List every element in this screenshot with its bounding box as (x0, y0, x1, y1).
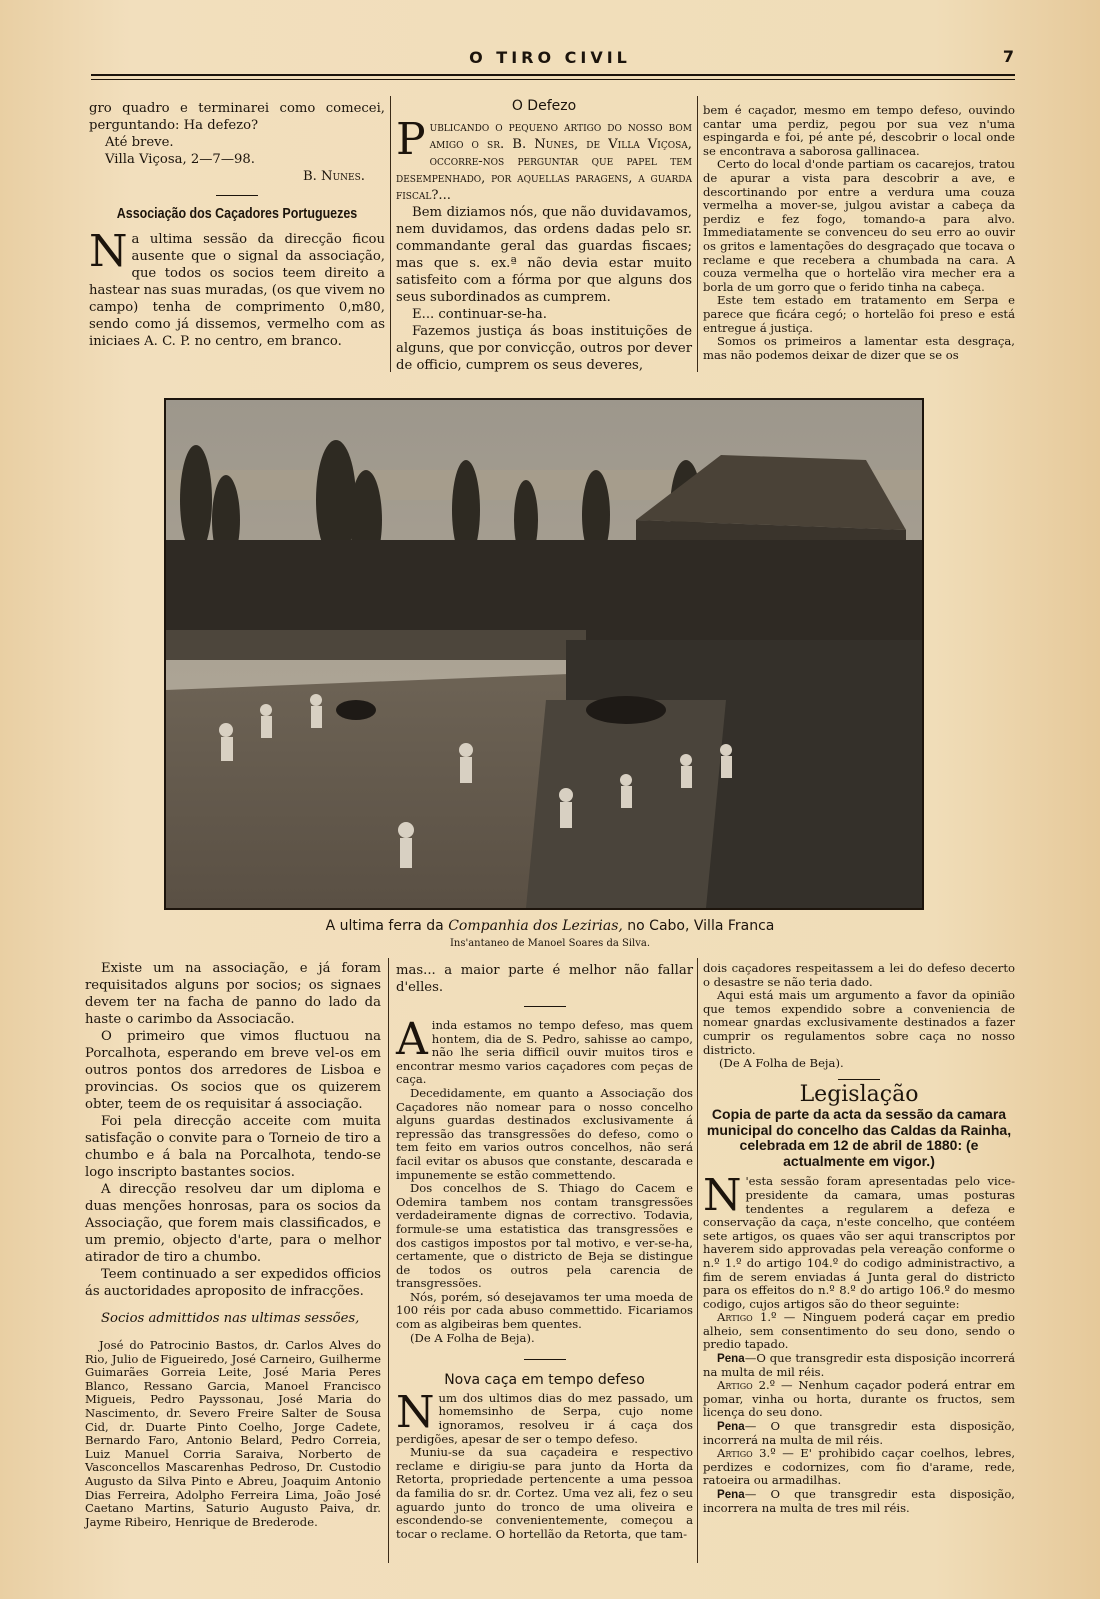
paragraph: Certo do local d'onde partiam os cacarejos, tratou de apurar a vista para descobrir a ave, e descortinando por entre a verdura uma couza vermelha a mover-se, julgou avistar a cabeça da perdiz e fez fogo, tomando-a para alvo. Immediatamente se convenceu do seu erro ao ouvir os gritos e lamentações do desgraçado que tocava o reclame e que recebera a chumbada na cara. A couza vermelha que o hortelão vira mecher era a borla de um gorro que o ferido tinha na cabeça. (703, 157, 1015, 294)
paragraph: O primeiro que vimos fluctuou na Porcalhota, esperando em breve vel-os em outros pontos dos arredores de Lisboa e provincias. Os socios que os quizerem obter, teem de os requisitar á associação. (85, 1029, 381, 1112)
drop-cap: P (396, 114, 426, 165)
column-3-bottom (703, 962, 1015, 1515)
column-2-bottom (396, 962, 693, 1541)
drop-cap: N (89, 226, 128, 277)
paragraph: Teem continuado a ser expedidos officios ás auctoridades aproposito de infracções. (85, 1267, 381, 1299)
paragraph: A direcção resolveu dar um diploma e duas menções honrosas, para os socios da Associação, que forem mais classificados, e um premio, objecto d'arte, para o melhor atirador de tiro a chumbo. (85, 1182, 381, 1265)
separator (524, 1006, 566, 1007)
socios-heading: Socios admittidos nas ultimas sessões, (101, 1311, 360, 1326)
socios-list-block (85, 1339, 381, 1529)
paragraph: — Nenhum caçador poderá entrar em pomar, vinha ou horta, durante os fructos, sem licença do seu dono. (703, 1378, 1015, 1420)
paragraph: Foi pela direcção acceite com muita satisfação o convite para o Torneio de tiro a chumbo e á bala na Porcalhota, tendo-se logo inscripto bastantes socios. (85, 1114, 381, 1180)
paragraph: gro quadro e terminarei como comecei, perguntando: Ha defezo? (89, 101, 385, 133)
paragraph: Somos os primeiros a lamentar esta desgraça, mas não podemos deixar de dizer que se os (703, 334, 1015, 362)
drop-cap: N (703, 1170, 742, 1222)
column-1-bottom (85, 960, 381, 1529)
photo-illustration (166, 400, 922, 908)
separator (524, 1359, 566, 1360)
paragraph: Este tem estado em tratamento em Serpa e parece que ficára cegó; o hortelão foi preso e está entregue á justiça. (703, 293, 1015, 335)
column-divider (697, 96, 698, 372)
paragraph: ublicando o pequeno artigo do nosso bom amigo o sr. B. Nunes, de Villa Viçosa, occorre-nos perguntar que papel tem desempenhado, por aquellas paragens, a guarda fiscal?... (396, 120, 692, 203)
source-note: (De A Folha de Beja). (410, 1330, 535, 1345)
paragraph: —O que transgredir esta disposição incorrerá na multa de mil réis. (703, 1351, 1015, 1379)
photo-caption (0, 918, 1100, 934)
drop-cap: N (396, 1386, 435, 1438)
paragraph: Fazemos justiça ás boas instituições de alguns, que por convicção, outros por dever de officio, cumprem os seus deveres, (396, 324, 692, 373)
source-note: (De A Folha de Beja). (719, 1056, 844, 1071)
paragraph: Decedidamente, em quanto a Associação dos Caçadores não nomear para o nosso concelho alguns guardas destinados exclusivamente á repressão das transgressões do defeso, como o tem feito em varios outros concelhos, não será facil evitar os abusos que constante, descarada e impunemente se estão commettendo. (396, 1085, 693, 1182)
separator (838, 1079, 880, 1080)
column-divider (697, 958, 698, 1563)
paragraph: Muniu-se da sua caçadeira e respectivo reclame e dirigiu-se para junto da Horta da Retorta, propriedade pertencente a uma pessoa da familia do sr. dr. Cortez. Uma vez ali, fez o seu aguardo junto do tronco de uma oliveira e escondendo-se convenientemente, começou a tocar o reclame. O hortellão da Retorta, que tam- (396, 1445, 693, 1541)
paragraph: um dos ultimos dias do mez passado, um homemsinho de Serpa, cujo nome ignoramos, resolveu ir á caça dos perdigões, apesar de ser o tempo defeso. (396, 1390, 693, 1446)
column-3-top (703, 104, 1015, 362)
signature: B. Nunes. (302, 169, 365, 184)
page-number: 7 (1002, 47, 1014, 66)
header-rule-bottom (91, 79, 1015, 80)
paragraph: inda estamos no tempo defeso, mas quem hontem, dia de S. Pedro, sahisse ao campo, não lhe seria difficil ouvir muitos tiros e encontrar mesmo varios caçadores com peças de caça. (396, 1018, 693, 1087)
paragraph: Villa Viçosa, 2—7—98. (105, 152, 255, 167)
paragraph: — E' prohibido caçar coelhos, lebres, perdizes e codornizes, com fio d'arame, rede, ratoeira ou armadilhas. (703, 1446, 1015, 1488)
section-heading: Legislação (799, 1081, 919, 1107)
pena-label: Pena (717, 1488, 745, 1501)
article-heading: Associação dos Caçadores Portuguezes (116, 206, 358, 222)
caption-text: A ultima ferra da (325, 918, 444, 934)
paragraph: bem é caçador, mesmo em tempo defeso, ouvindo cantar uma perdiz, pegou por sua vez n'uma espingarda e foi, pé ante pé, descobrir o local onde se encontrava a saborosa gallinacea. (703, 103, 1015, 158)
drop-cap: A (396, 1014, 428, 1065)
paragraph: Nós, porém, só desejavamos ter uma moeda de 100 réis por cada abuso commettido. Ficariamos com as algibeiras bem quentes. (396, 1289, 693, 1332)
article-heading: Nova caça em tempo defeso (444, 1372, 645, 1389)
paragraph: Aqui está mais um argumento a favor da opinião que temos expendido sobre a conveniencia de nomear gnardas exclusivamente destinados a fazer cumprir os regulamentos sobre caça no nosso districto. (703, 988, 1015, 1057)
paragraph: Até breve. (105, 135, 174, 150)
column-1-top (89, 100, 385, 350)
paragraph: dois caçadores respeitassem a lei do defeso decerto o desastre se não teria dado. (703, 961, 1015, 989)
paragraph: Bem diziamos nós, que não duvidavamos, nem duvidamos, das ordens dadas pelo sr. commandante geral das guardas fiscaes; mas que s. ex.ª não devia estar muito satisfeito com a fórma por que alguns dos seus subordinados as cumprem. (396, 205, 692, 305)
article-label: Artigo 1.º (717, 1310, 777, 1325)
pena-label: Pena (717, 1352, 745, 1366)
separator (216, 195, 258, 196)
paragraph: — Ninguem poderá caçar em predio alheio, sem consentimento do seu dono, sendo o predio tapado. (703, 1310, 1015, 1352)
caption-italic: Companhia dos Lezirias, (448, 918, 623, 934)
paragraph: Existe um na associação, e já foram requisitados alguns por socios; os signaes devem ter na facha de panno do lado da haste o carimbo da Associacão. (85, 961, 381, 1027)
paragraph: mas... a maior parte é melhor não fallar d'elles. (396, 963, 693, 995)
section-subheading: Copia de parte da acta da sessão da camara municipal do concelho das Caldas da Rainha, celebrada em 12 de abril de 1880: (e actualmente em vigor.) (706, 1106, 1012, 1169)
socios-list: José do Patrocinio Bastos, dr. Carlos Alves do Rio, Julio de Figueiredo, José Carneiro, Guilherme Guimarães Gorreia Leite, José Maria Peres Blanco, Ressano Garcia, Manoel Francisco Migueis, Pedro Payssonau, José Maria do Nascimento, dr. Severo Freire Salter de Sousa Cid, dr. Duarte Pinto Coelho, Jorge Cadete, Bernardo Faro, Antonio Belard, Pedro Correia, Luiz Manuel Corria Saraiva, Norberto de Vasconcellos Mascarenhas Pedroso, Dr. Custodio Augusto da Silva Pinto e Abreu, Joaquim Antonio Dias Ferreira, Adolpho Ferreira Lima, João José Caetano Martins, Saturio Augusto Paiva, dr. Jayme Ribeiro, Henrique de Brederode. (85, 1338, 381, 1529)
photo-credit: Ins'antaneo de Manoel Soares da Silva. (449, 938, 651, 949)
newspaper-title: O TIRO CIVIL (469, 48, 631, 67)
paragraph: E... continuar-se-ha. (412, 307, 547, 322)
caption-end: no Cabo, Villa Franca (627, 918, 775, 934)
paragraph: a ultima sessão da direcção ficou ausente que o signal da associação, que todos os socios teem direito a hastear nas suas muradas, (os que vivem no campo) tenha de comprimento 0,m80, sendo como já dissemos, vermelho com as iniciaes A. C. P. no centro, em branco. (89, 232, 385, 349)
paragraph: — O que transgredir esta disposição, incorrerá na multa de mil réis. (703, 1419, 1015, 1447)
bullfight-photograph (164, 398, 924, 910)
pena-label: Pena (717, 1420, 745, 1434)
column-divider (390, 96, 391, 372)
column-2-top (396, 98, 692, 374)
article-heading: O Defezo (511, 98, 577, 114)
column-divider (388, 958, 389, 1563)
header-rule-top (91, 74, 1015, 76)
paragraph: Dos concelhos de S. Thiago do Cacem e Odemira tambem nos contam transgressões verdadeiramente dignas de correctivo. Todavia, formule-se uma estatistica das transgressões e dos castigos impostos por tal motivo, e ver-se-ha, certamente, que o districto de Beja se distingue de todos os outros pela carencia de transgressões. (396, 1181, 693, 1291)
paragraph: 'esta sessão foram apresentadas pelo vice-presidente da camara, umas posturas tendentes a regularem a defeza e conservação da caça, n'este concelho, que contéem sete artigos, os quaes vão ser aqui transcriptos por haverem sido approvadas pela vereação conforme o n.º 1.º do artigo 104.º do codigo administractivo, a fim de serem enviadas á Junta geral do districto para os effeitos do n.º 8.º do artigo 106.º do mesmo codigo, cujos artigos são do theor seguinte: (703, 1174, 1015, 1311)
article-label: Artigo 3.º (717, 1446, 776, 1461)
article-label: Artigo 2.º (717, 1378, 776, 1393)
paragraph: — O que transgredir esta disposição, incorrera na multa de tres mil réis. (703, 1487, 1015, 1515)
